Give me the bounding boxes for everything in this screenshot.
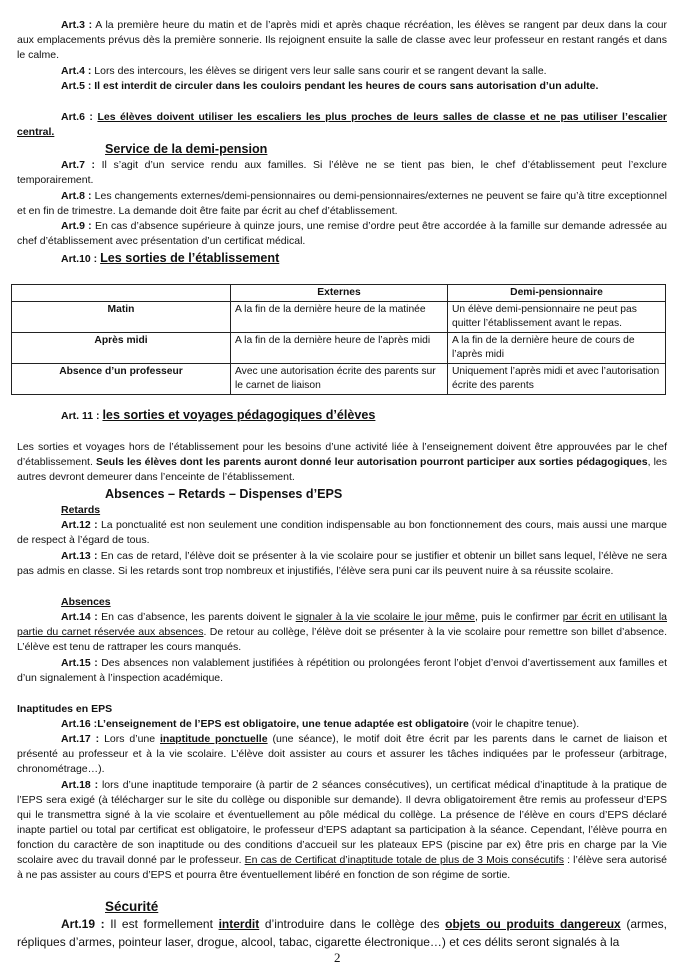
art14-t1: En cas d’absence, les parents doivent le — [97, 611, 296, 623]
retards-subheading — [17, 503, 667, 518]
page-number: 2 — [334, 950, 341, 965]
art18-t1: lors d’une inaptitude temporaire (à partir de 2 séances consécutives), un certificat médical d’inaptitude à la pratique de l’EPS sera exigé (à télécharger sur le site du collège ou disponible sur demande). Il devra obligatoirement être remis au professeur d’EPS qui le transmettra signé à la vie scolaire et éventuellement au pôle médical du collège. La présence de l’élève en cours d’EPS déclaré inapte partiel ou total par certificat est obligatoire, le professeur d’EPS adaptant sa participation à la séance. Cependant, l’élève pourra en fonction du caractère de son inaptitude ou des conditions d’accueil sur les plateaux EPS (piscine par ex) être pris en charge par la Vie scolaire avec du travail donné par le professeur. — [17, 779, 667, 866]
art14-t2: , puis le confirmer — [474, 611, 563, 623]
securite-heading: Sécurité — [105, 899, 159, 914]
table-header-empty — [12, 285, 231, 302]
art19-u2: objets ou produits dangereux — [445, 917, 621, 931]
art18-u1: En cas de Certificat d’inaptitude totale de plus de 3 Mois consécutifs — [244, 854, 564, 866]
art8-label: Art.8 : — [61, 190, 92, 202]
table-cell-externes: Avec une autorisation écrite des parents sur le carnet de liaison — [231, 364, 448, 395]
art4-label: Art.4 : — [61, 65, 92, 77]
art18-t2: : l’élève sera autorisé à ne pas assister au cours d’EPS et pourra être éventuellement libéré en fonction de son régime de sortie. — [17, 854, 667, 881]
art3-label: Art.3 : — [61, 19, 93, 31]
art14 — [17, 610, 667, 655]
art6-label: Art.6 : — [61, 111, 93, 123]
table-row — [12, 364, 666, 395]
art19-t3: (armes, répliques d’armes, pointeur laser, drogue, alcool, tabac, cigarette électronique…) et ces délits seront signalés à la — [17, 917, 668, 949]
art18 — [17, 778, 667, 883]
table-cell-demi: A la fin de la dernière heure de cours de l’après midi — [448, 333, 666, 364]
art7-label: Art.7 : — [61, 159, 96, 171]
table-cell-demi: Uniquement l’après midi et avec l’autorisation écrite des parents — [448, 364, 666, 395]
art11 — [17, 408, 667, 424]
art15-text: Des absences non valablement justifiées à répétition ou prolongées feront l’objet d’envoi d’avertissement aux familles et d’un signalement à l’inspection académique. — [17, 657, 667, 684]
art19-u1: interdit — [218, 917, 260, 931]
table-cell-demi: Un élève demi-pensionnaire ne peut pas quitter l’établissement avant le repas. — [448, 302, 666, 333]
table-header-row — [12, 285, 666, 302]
art8-text: Les changements externes/demi-pensionnaires ou demi-pensionnaires/externes ne peuvent se faire qu’à titre exceptionnel et en fin de trimestre. La demande doit être faite par écrit au chef d’établissement. — [17, 190, 667, 217]
art3-text: A la première heure du matin et de l’après midi et après chaque récréation, les élèves se rangent par deux dans la cour aux emplacements prévus dès la première sonnerie. Ils rejoignent ensuite la salle de classe avec leur professeur en restant rangés et dans le calme. — [17, 19, 667, 61]
table-row — [12, 333, 666, 364]
art8 — [17, 189, 667, 219]
table-cell-externes: A la fin de la dernière heure de la matinée — [231, 302, 448, 333]
table-row-label: Après midi — [12, 333, 231, 364]
table-header-externes: Externes — [231, 285, 448, 302]
art10 — [17, 251, 667, 267]
art12 — [17, 518, 667, 548]
art14-t3: . De retour au collège, l’élève doit se présenter à la vie scolaire pour remettre son billet d’absence. L’élève est tenu de rattraper les cours manqués. — [17, 626, 667, 653]
art3 — [17, 18, 667, 63]
art11-body — [17, 440, 667, 485]
art19 — [17, 915, 667, 951]
art11-title: les sorties et voyages pédagogiques d’élèves — [102, 408, 376, 422]
art17-t1: Lors d’une — [99, 733, 160, 745]
art16 — [17, 717, 667, 732]
art14-label: Art.14 : — [61, 611, 98, 623]
inaptitudes-subheading — [17, 702, 667, 717]
art4-text: Lors des intercours, les élèves se dirigent vers leur salle sans courir et se rangent devant la salle. — [91, 65, 547, 77]
art15-label: Art.15 : — [61, 657, 98, 669]
art16-label: Art.16 : — [61, 718, 98, 730]
art19-label: Art.19 : — [61, 917, 105, 931]
art16-bold: L’enseignement de l’EPS est obligatoire, une tenue adaptée est obligatoire — [97, 718, 469, 730]
art18-label: Art.18 : — [61, 779, 99, 791]
art11-body-bold: Seuls les élèves dont les parents auront donné leur autorisation pourront participer aux sorties pédagogiques — [95, 456, 648, 468]
art10-title: Les sorties de l’établissement — [100, 251, 280, 265]
art14-u2: par écrit en utilisant la partie du carnet réservée aux absences — [17, 611, 668, 638]
demi-pension-heading: Service de la demi-pension — [105, 142, 268, 156]
art16-text: (voir le chapitre tenue). — [468, 718, 580, 730]
art17 — [17, 732, 667, 777]
art6-text: Les élèves doivent utiliser les escaliers les plus proches de leurs salles de classe et ne pas utiliser l’escalier central. — [17, 111, 667, 138]
table-row-label: Absence d’un professeur — [12, 364, 231, 395]
art7 — [17, 158, 667, 188]
art9 — [17, 219, 667, 249]
art7-text: Il s’agit d’un service rendu aux familles. Si l’élève ne se tient pas bien, le chef d’établissement peut l’exclure temporairement. — [17, 159, 667, 186]
art11-body-text1: Les sorties et voyages hors de l’établissement pour les besoins d’une activité liée à l’enseignement doivent être approuvées par le chef d’établissement. — [17, 441, 667, 468]
retards-sub: Retards — [61, 504, 101, 516]
absences-heading: Absences – Retards – Dispenses d’EPS — [105, 487, 343, 501]
absences-subheading — [17, 595, 667, 610]
art5-label: Art.5 : — [61, 80, 92, 92]
art9-label: Art.9 : — [61, 220, 92, 232]
art13 — [17, 549, 667, 579]
art4 — [17, 64, 667, 79]
art12-text: La ponctualité est non seulement une condition indispensable au bon fonctionnement des cours, mais aussi une marque de respect à l’égard de tous. — [17, 519, 667, 546]
art13-text: En cas de retard, l’élève doit se présenter à la vie scolaire pour se justifier et obtenir un billet sans lequel, l’élève ne sera pas admis en classe. Si les retards sont trop nombreux et injustifiés, l’élève sera puni car ils peuvent nuire à sa réussite scolaire. — [17, 550, 667, 577]
art17-u1: inaptitude ponctuelle — [160, 733, 268, 745]
art9-text: En cas d’absence supérieure à quinze jours, une remise d’ordre peut être accordée à la famille sur demande adressée au chef d’établissement avec présentation d’un certificat médical. — [17, 220, 668, 247]
art6 — [17, 110, 667, 140]
art19-t2: d’introduire dans le collège des — [259, 917, 446, 931]
art11-label: Art. 11 : — [61, 410, 100, 422]
table-row-label: Matin — [12, 302, 231, 333]
inaptitudes-sub: Inaptitudes en EPS — [17, 703, 113, 715]
art19-t1: Il est formellement — [104, 917, 219, 931]
art17-label: Art.17 : — [61, 733, 100, 745]
art14-u1: signaler à la vie scolaire le jour même — [295, 611, 475, 623]
art13-label: Art.13 : — [61, 550, 98, 562]
table-row — [12, 302, 666, 333]
table-header-demi: Demi-pensionnaire — [448, 285, 666, 302]
art10-label: Art.10 : — [61, 253, 98, 265]
sorties-table — [11, 284, 666, 395]
art12-label: Art.12 : — [61, 519, 98, 531]
art5-text: Il est interdit de circuler dans les couloirs pendant les heures de cours sans autorisation d’un adulte. — [91, 80, 599, 92]
absences-sub: Absences — [61, 596, 111, 608]
art5 — [17, 79, 667, 94]
table-cell-externes: A la fin de la dernière heure de l’après midi — [231, 333, 448, 364]
art15 — [17, 656, 667, 686]
art11-body-text2: , les autres devront demeurer dans l’enceinte de l’établissement. — [17, 456, 667, 483]
art17-t2: (une séance), le motif doit être écrit par les parents dans le carnet de liaison et présenté au professeur et à la vie scolaire. L’élève doit assister au cours et assurer les tâches indiquées par le professeur (arbitrage, chronométrage…). — [17, 733, 667, 775]
